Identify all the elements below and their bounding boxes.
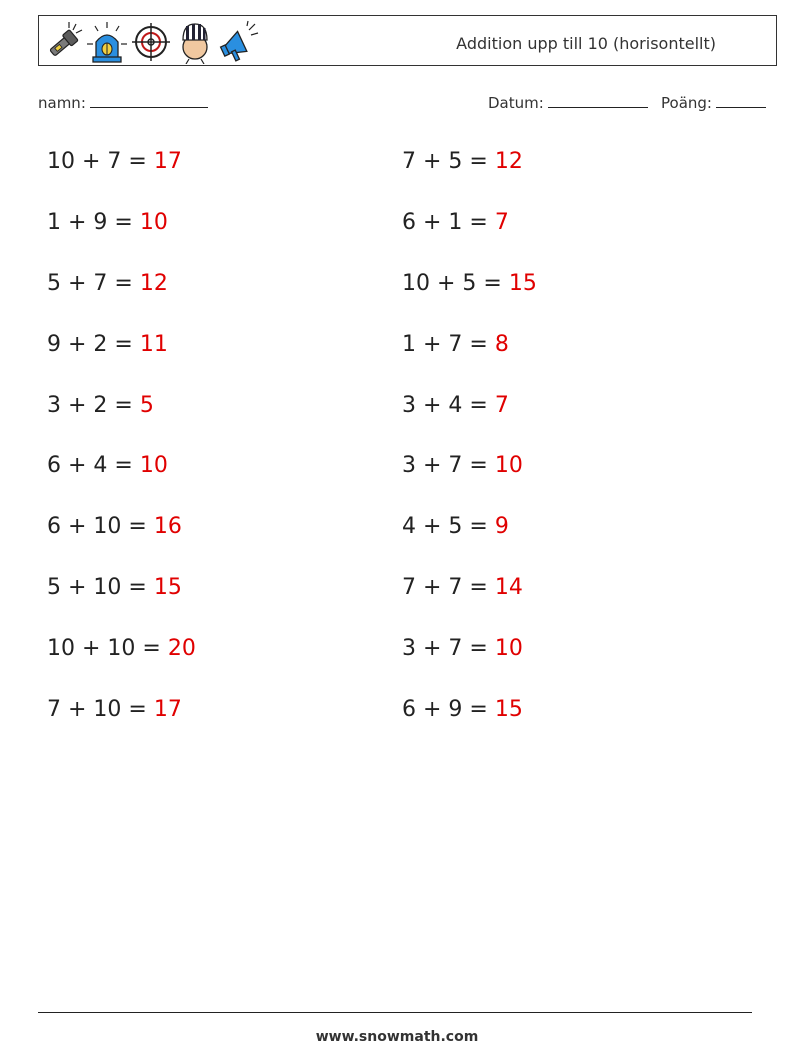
problem: [402, 636, 523, 661]
problem: [402, 149, 523, 174]
problem-answer: 17: [153, 697, 182, 722]
problem: [47, 636, 196, 661]
problem-answer: 16: [153, 514, 182, 539]
name-label: namn:: [38, 94, 86, 112]
problem-question: 4 + 5 =: [402, 514, 495, 539]
problem-question: 10 + 5 =: [402, 271, 509, 296]
score-label: Poäng:: [661, 94, 712, 112]
problem-question: 7 + 10 =: [47, 697, 154, 722]
problem-answer: 15: [153, 575, 182, 600]
problem: [47, 575, 182, 600]
worksheet-header: [38, 15, 777, 66]
problem: [47, 697, 182, 722]
problem-question: 9 + 2 =: [47, 332, 140, 357]
crosshair-icon: [131, 20, 171, 64]
date-blank[interactable]: [548, 93, 648, 108]
problem-question: 3 + 4 =: [402, 393, 495, 418]
problem: [402, 271, 537, 296]
score-blank[interactable]: [716, 93, 766, 108]
problem-answer: 12: [139, 271, 168, 296]
problem-answer: 17: [153, 149, 182, 174]
problem: [47, 514, 182, 539]
problem-question: 6 + 10 =: [47, 514, 154, 539]
problem-question: 6 + 1 =: [402, 210, 495, 235]
date-field[interactable]: [488, 93, 648, 112]
problem: [402, 453, 523, 478]
problem-answer: 9: [494, 514, 509, 539]
problem: [402, 332, 509, 357]
problem: [47, 393, 154, 418]
problem-answer: 7: [494, 393, 509, 418]
problem-question: 5 + 7 =: [47, 271, 140, 296]
problem-answer: 15: [494, 697, 523, 722]
problem-question: 10 + 10 =: [47, 636, 168, 661]
footer-url[interactable]: www.snowmath.com: [315, 1029, 479, 1045]
header-icons: [43, 19, 259, 65]
problem-question: 6 + 9 =: [402, 697, 495, 722]
worksheet-title: Addition upp till 10 (horisontellt): [456, 34, 716, 53]
problem-answer: 11: [139, 332, 168, 357]
problem-answer: 12: [494, 149, 523, 174]
problem: [47, 332, 168, 357]
problem-answer: 10: [494, 453, 523, 478]
name-field[interactable]: [38, 93, 208, 112]
problem-question: 1 + 9 =: [47, 210, 140, 235]
problem-answer: 15: [508, 271, 537, 296]
problem: [47, 271, 168, 296]
problem-answer: 14: [494, 575, 523, 600]
problem-question: 5 + 10 =: [47, 575, 154, 600]
problem: [402, 697, 523, 722]
problem-answer: 20: [167, 636, 196, 661]
problem-answer: 5: [139, 393, 154, 418]
date-label: Datum:: [488, 94, 544, 112]
problem-answer: 10: [139, 453, 168, 478]
problem: [402, 210, 509, 235]
problem-question: 6 + 4 =: [47, 453, 140, 478]
footer-divider: [38, 1012, 752, 1013]
prisoner-icon: [175, 20, 215, 64]
score-field[interactable]: [661, 93, 766, 112]
problem-question: 3 + 2 =: [47, 393, 140, 418]
problem: [402, 575, 523, 600]
problem-question: 3 + 7 =: [402, 453, 495, 478]
problem-answer: 10: [139, 210, 168, 235]
flashlight-icon: [43, 20, 83, 64]
problem: [47, 149, 182, 174]
name-blank[interactable]: [90, 93, 208, 108]
problem: [47, 453, 168, 478]
siren-icon: [87, 20, 127, 64]
megaphone-icon: [219, 20, 259, 64]
problem: [402, 514, 509, 539]
problem-question: 7 + 5 =: [402, 149, 495, 174]
problem-question: 7 + 7 =: [402, 575, 495, 600]
problem-answer: 10: [494, 636, 523, 661]
problem: [47, 210, 168, 235]
problem-answer: 8: [494, 332, 509, 357]
problem-question: 3 + 7 =: [402, 636, 495, 661]
problem: [402, 393, 509, 418]
problem-question: 1 + 7 =: [402, 332, 495, 357]
problem-question: 10 + 7 =: [47, 149, 154, 174]
problem-answer: 7: [494, 210, 509, 235]
